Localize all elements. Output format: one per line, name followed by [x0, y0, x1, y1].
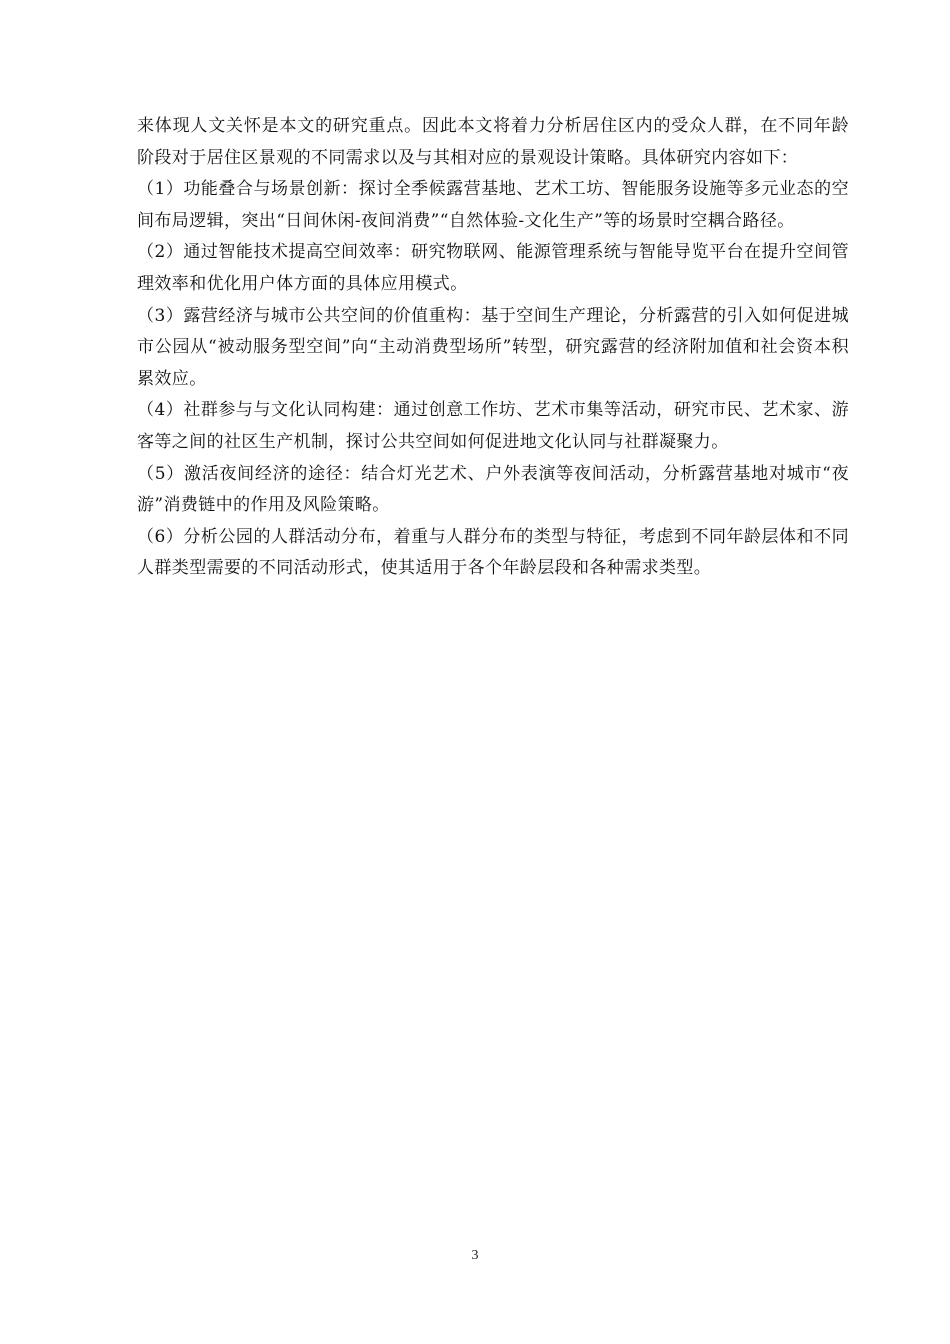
paragraph-item-4: （4）社群参与与文化认同构建：通过创意工作坊、艺术市集等活动，研究市民、艺术家、游客等之间的社区生产机制，探讨公共空间如何促进地文化认同与社群凝聚力。: [137, 400, 849, 452]
page-number: 3: [471, 1248, 479, 1263]
body-text: [137, 111, 849, 585]
paragraph-item-6: （6）分析公园的人群活动分布，着重与人群分布的类型与特征，考虑到不同年龄层体和不同人群类型需要的不同活动形式，使其适用于各个年龄层段和各种需求类型。: [137, 526, 849, 579]
paragraph-item-5: （5）激活夜间经济的途径：结合灯光艺术、户外表演等夜间活动，分析露营基地对城市“夜游”消费链中的作用及风险策略。: [137, 463, 849, 516]
paragraph-item-2: （2）通过智能技术提高空间效率：研究物联网、能源管理系统与智能导览平台在提升空间管理效率和优化用户体方面的具体应用模式。: [137, 242, 849, 294]
paragraph-item-3: （3）露营经济与城市公共空间的价值重构：基于空间生产理论，分析露营的引入如何促进城市公园从“被动服务型空间”向“主动消费型场所”转型，研究露营的经济附加值和社会资本积累效应。: [137, 305, 849, 389]
paragraph-intro: 来体现人文关怀是本文的研究重点。因此本文将着力分析居住区内的受众人群，在不同年龄阶段对于居住区景观的不同需求以及与其相对应的景观设计策略。具体研究内容如下：: [137, 116, 849, 168]
paragraph-item-1: （1）功能叠合与场景创新：探讨全季候露营基地、艺术工坊、智能服务设施等多元业态的空间布局逻辑，突出“日间休闲-夜间消费”“自然体验-文化生产”等的场景时空耦合路径。: [137, 179, 849, 231]
